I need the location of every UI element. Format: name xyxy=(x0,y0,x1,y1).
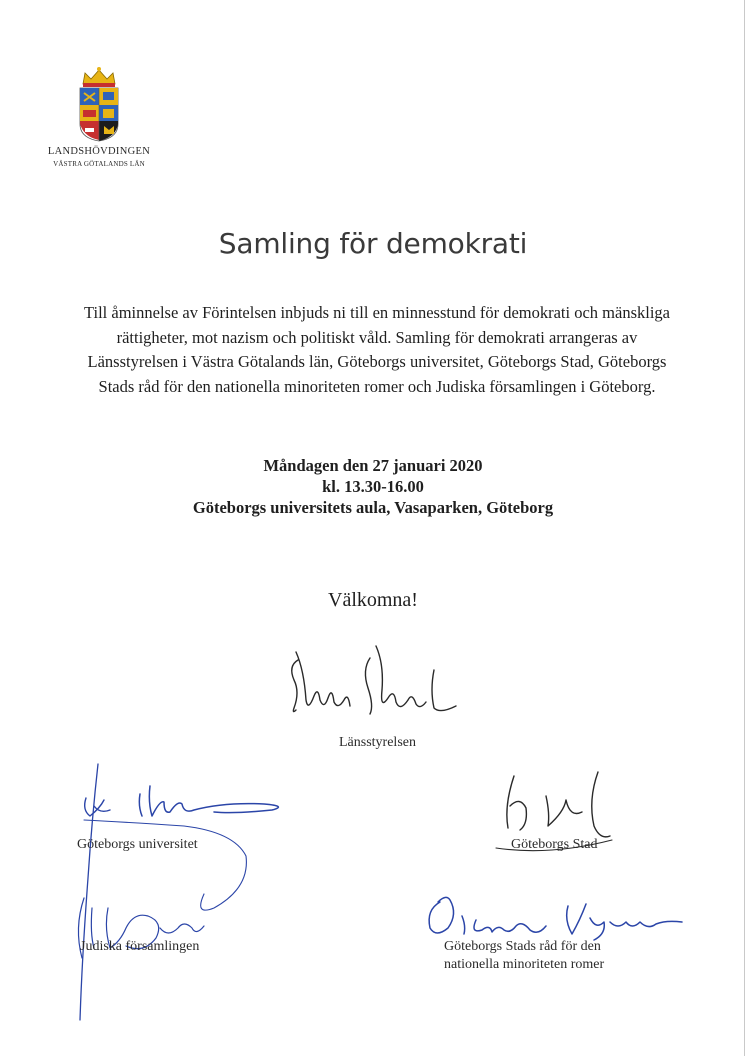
page-title: Samling för demokrati xyxy=(218,227,528,260)
office-line-2: VÄSTRA GÖTALANDS LÄN xyxy=(53,159,145,168)
signature-universitet xyxy=(64,758,294,1020)
label-judiska: Judiska församlingen xyxy=(80,939,200,954)
page-edge xyxy=(744,0,745,1056)
coat-of-arms-icon xyxy=(74,66,124,142)
label-lansstyrelsen: Länsstyrelsen xyxy=(339,735,416,750)
label-romer-line-2: nationella minoriteten romer xyxy=(444,957,605,972)
event-location: Göteborgs universitets aula, Vasaparken, Göteborg xyxy=(192,498,554,517)
label-stad: Göteborgs Stad xyxy=(511,837,598,852)
event-time: kl. 13.30-16.00 xyxy=(322,477,424,496)
signature-romer xyxy=(420,890,690,944)
office-name xyxy=(40,147,158,168)
event-date: Måndagen den 27 januari 2020 xyxy=(263,456,483,475)
office-line-1: LANDSHÖVDINGEN xyxy=(47,146,151,157)
label-romer-line-1: Göteborgs Stads råd för den xyxy=(444,939,601,954)
intro-paragraph: Till åminnelse av Förintelsen inbjuds ni till en minnesstund för demokrati och mänskliga rättigheter, mot nazism och politiskt våld. Samling för demokrati arrangeras av Länsstyrelsen i Västra Götalands län, Göteborgs universitet, Göteborgs Stad, Göteborgs Stads råd för den nationella minoriteten romer och Judiska församlingen i Göteborg. xyxy=(84,303,670,396)
signature-lansstyrelsen xyxy=(284,640,464,720)
welcome-text: Välkomna! xyxy=(328,589,418,611)
label-romer xyxy=(444,938,604,974)
event-details xyxy=(0,455,746,518)
label-universitet: Göteborgs universitet xyxy=(77,837,198,852)
